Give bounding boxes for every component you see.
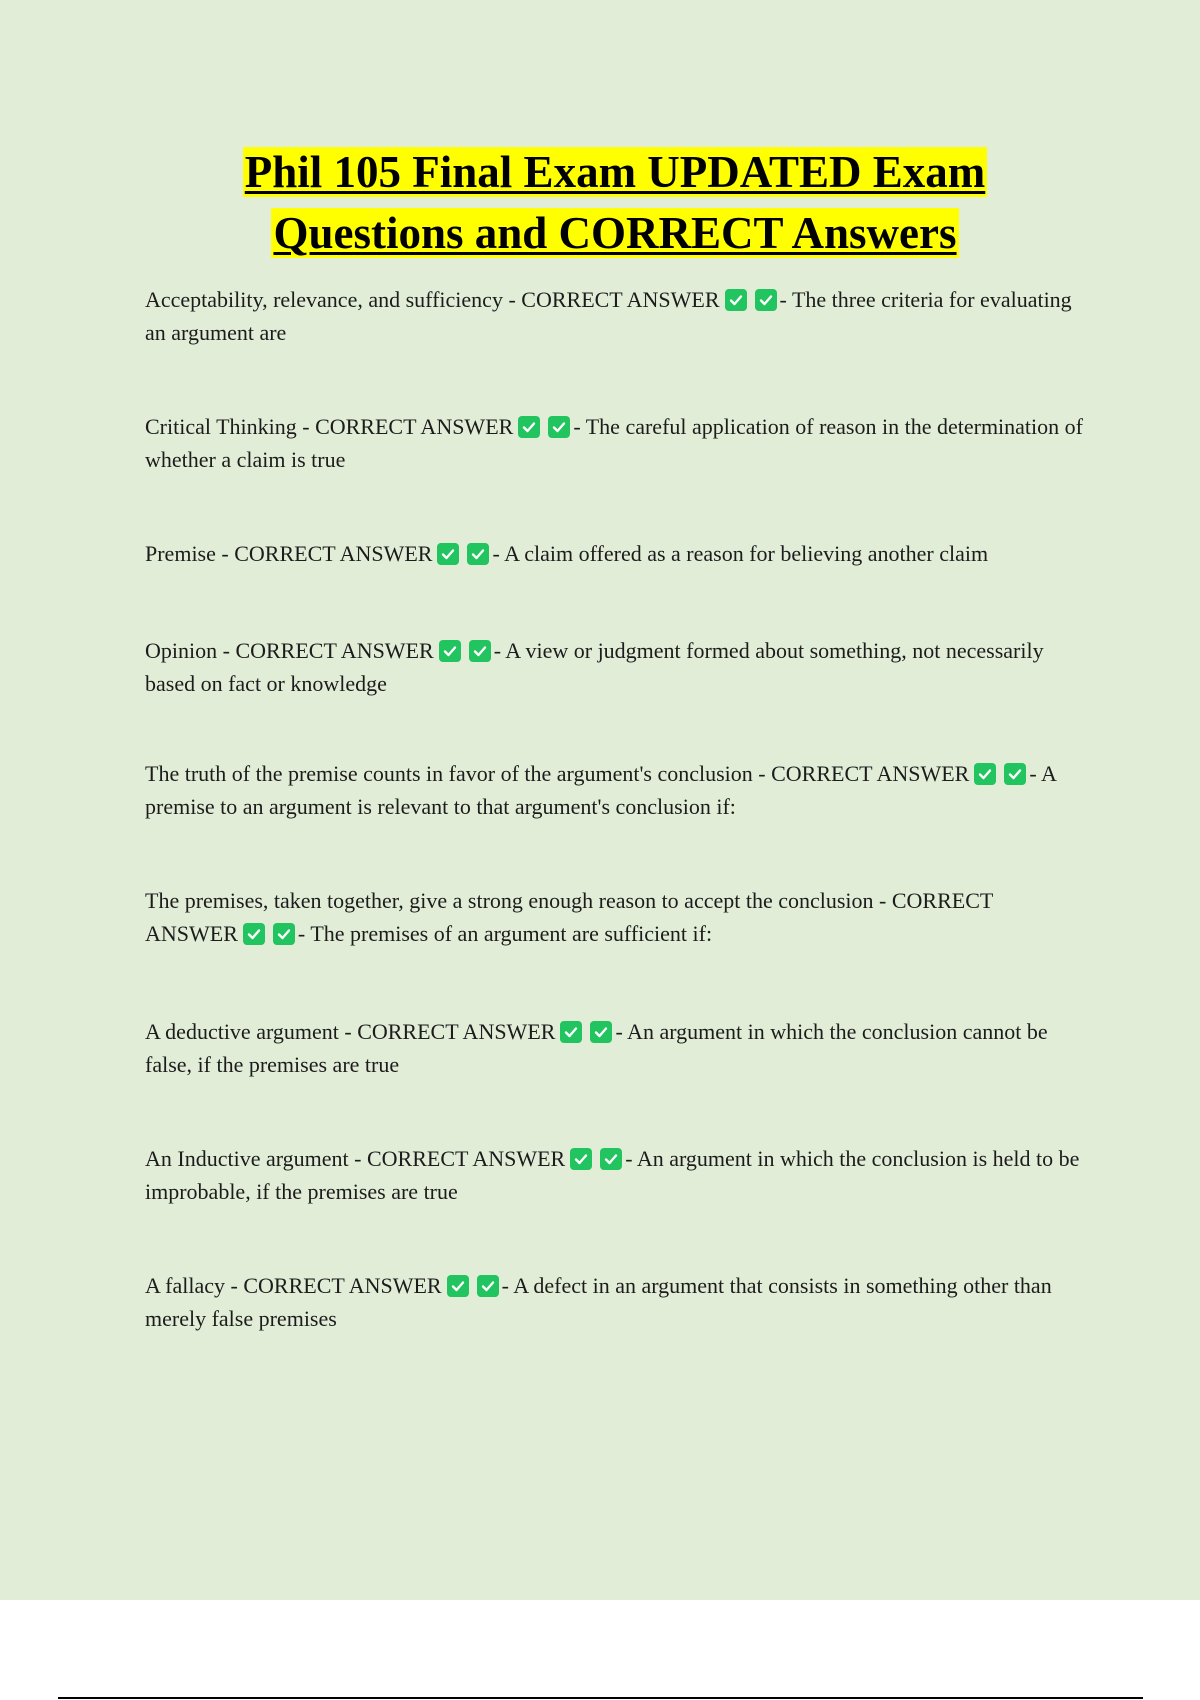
correct-answer-marker: - CORRECT ANSWER — [222, 638, 434, 663]
correct-answer-marker: - CORRECT ANSWER — [758, 761, 970, 786]
correct-answer-marker: - CORRECT ANSWER — [221, 541, 433, 566]
qa-item-4 — [145, 634, 1085, 700]
check-mark-icon — [725, 289, 747, 311]
check-mark-icon — [467, 543, 489, 565]
qa-term: Premise — [145, 541, 216, 566]
qa-term: Critical Thinking — [145, 414, 297, 439]
check-mark-icon — [477, 1275, 499, 1297]
qa-term: An Inductive argument — [145, 1146, 349, 1171]
qa-item-8 — [145, 1142, 1085, 1208]
qa-definition: - The premises of an argument are sufficient if: — [297, 921, 713, 946]
check-mark-icon — [243, 923, 265, 945]
qa-definition: - An argument in which the conclusion is held to be improbable, if the premises are true — [145, 1146, 1080, 1204]
check-mark-icon — [755, 289, 777, 311]
qa-item-5 — [145, 757, 1085, 823]
check-mark-icon — [974, 763, 996, 785]
qa-definition: - The three criteria for evaluating an argument are — [145, 287, 1072, 345]
qa-definition: - A premise to an argument is relevant to that argument's conclusion if: — [145, 761, 1056, 819]
qa-term: A fallacy — [145, 1273, 226, 1298]
correct-answer-marker: - CORRECT ANSWER — [344, 1019, 556, 1044]
qa-item-6 — [145, 884, 1085, 950]
check-mark-icon — [600, 1148, 622, 1170]
title-line-1: Phil 105 Final Exam UPDATED Exam — [244, 147, 986, 197]
qa-definition: - An argument in which the conclusion cannot be false, if the premises are true — [145, 1019, 1048, 1077]
correct-answer-marker: - CORRECT ANSWER — [145, 888, 993, 946]
title-line-2: Questions and CORRECT Answers — [273, 208, 957, 258]
check-mark-icon — [560, 1021, 582, 1043]
qa-definition: - The careful application of reason in the determination of whether a claim is true — [145, 414, 1083, 472]
correct-answer-marker: - CORRECT ANSWER — [508, 287, 720, 312]
check-mark-icon — [590, 1021, 612, 1043]
check-mark-icon — [518, 416, 540, 438]
correct-answer-marker: - CORRECT ANSWER — [302, 414, 514, 439]
page-divider — [58, 1697, 1143, 1699]
check-mark-icon — [469, 640, 491, 662]
qa-item-9 — [145, 1269, 1085, 1335]
qa-item-2 — [145, 410, 1085, 476]
qa-term: Opinion — [145, 638, 218, 663]
qa-item-1 — [145, 283, 1085, 349]
qa-term: The truth of the premise counts in favor of the argument's conclusion — [145, 761, 753, 786]
check-mark-icon — [439, 640, 461, 662]
qa-definition: - A defect in an argument that consists in something other than merely false premises — [145, 1273, 1052, 1331]
page-title — [120, 142, 1110, 264]
qa-term: Acceptability, relevance, and sufficiency — [145, 287, 503, 312]
check-mark-icon — [447, 1275, 469, 1297]
qa-definition: - A view or judgment formed about something, not necessarily based on fact or knowledge — [145, 638, 1044, 696]
qa-term: A deductive argument — [145, 1019, 339, 1044]
check-mark-icon — [548, 416, 570, 438]
qa-item-7 — [145, 1015, 1085, 1081]
check-mark-icon — [437, 543, 459, 565]
document-title — [120, 142, 1110, 264]
check-mark-icon — [273, 923, 295, 945]
check-mark-icon — [1004, 763, 1026, 785]
qa-definition: - A claim offered as a reason for believing another claim — [492, 541, 989, 566]
correct-answer-marker: - CORRECT ANSWER — [354, 1146, 566, 1171]
check-mark-icon — [570, 1148, 592, 1170]
qa-item-3 — [145, 537, 1085, 570]
correct-answer-marker: - CORRECT ANSWER — [230, 1273, 442, 1298]
qa-term: The premises, taken together, give a strong enough reason to accept the conclusion — [145, 888, 874, 913]
